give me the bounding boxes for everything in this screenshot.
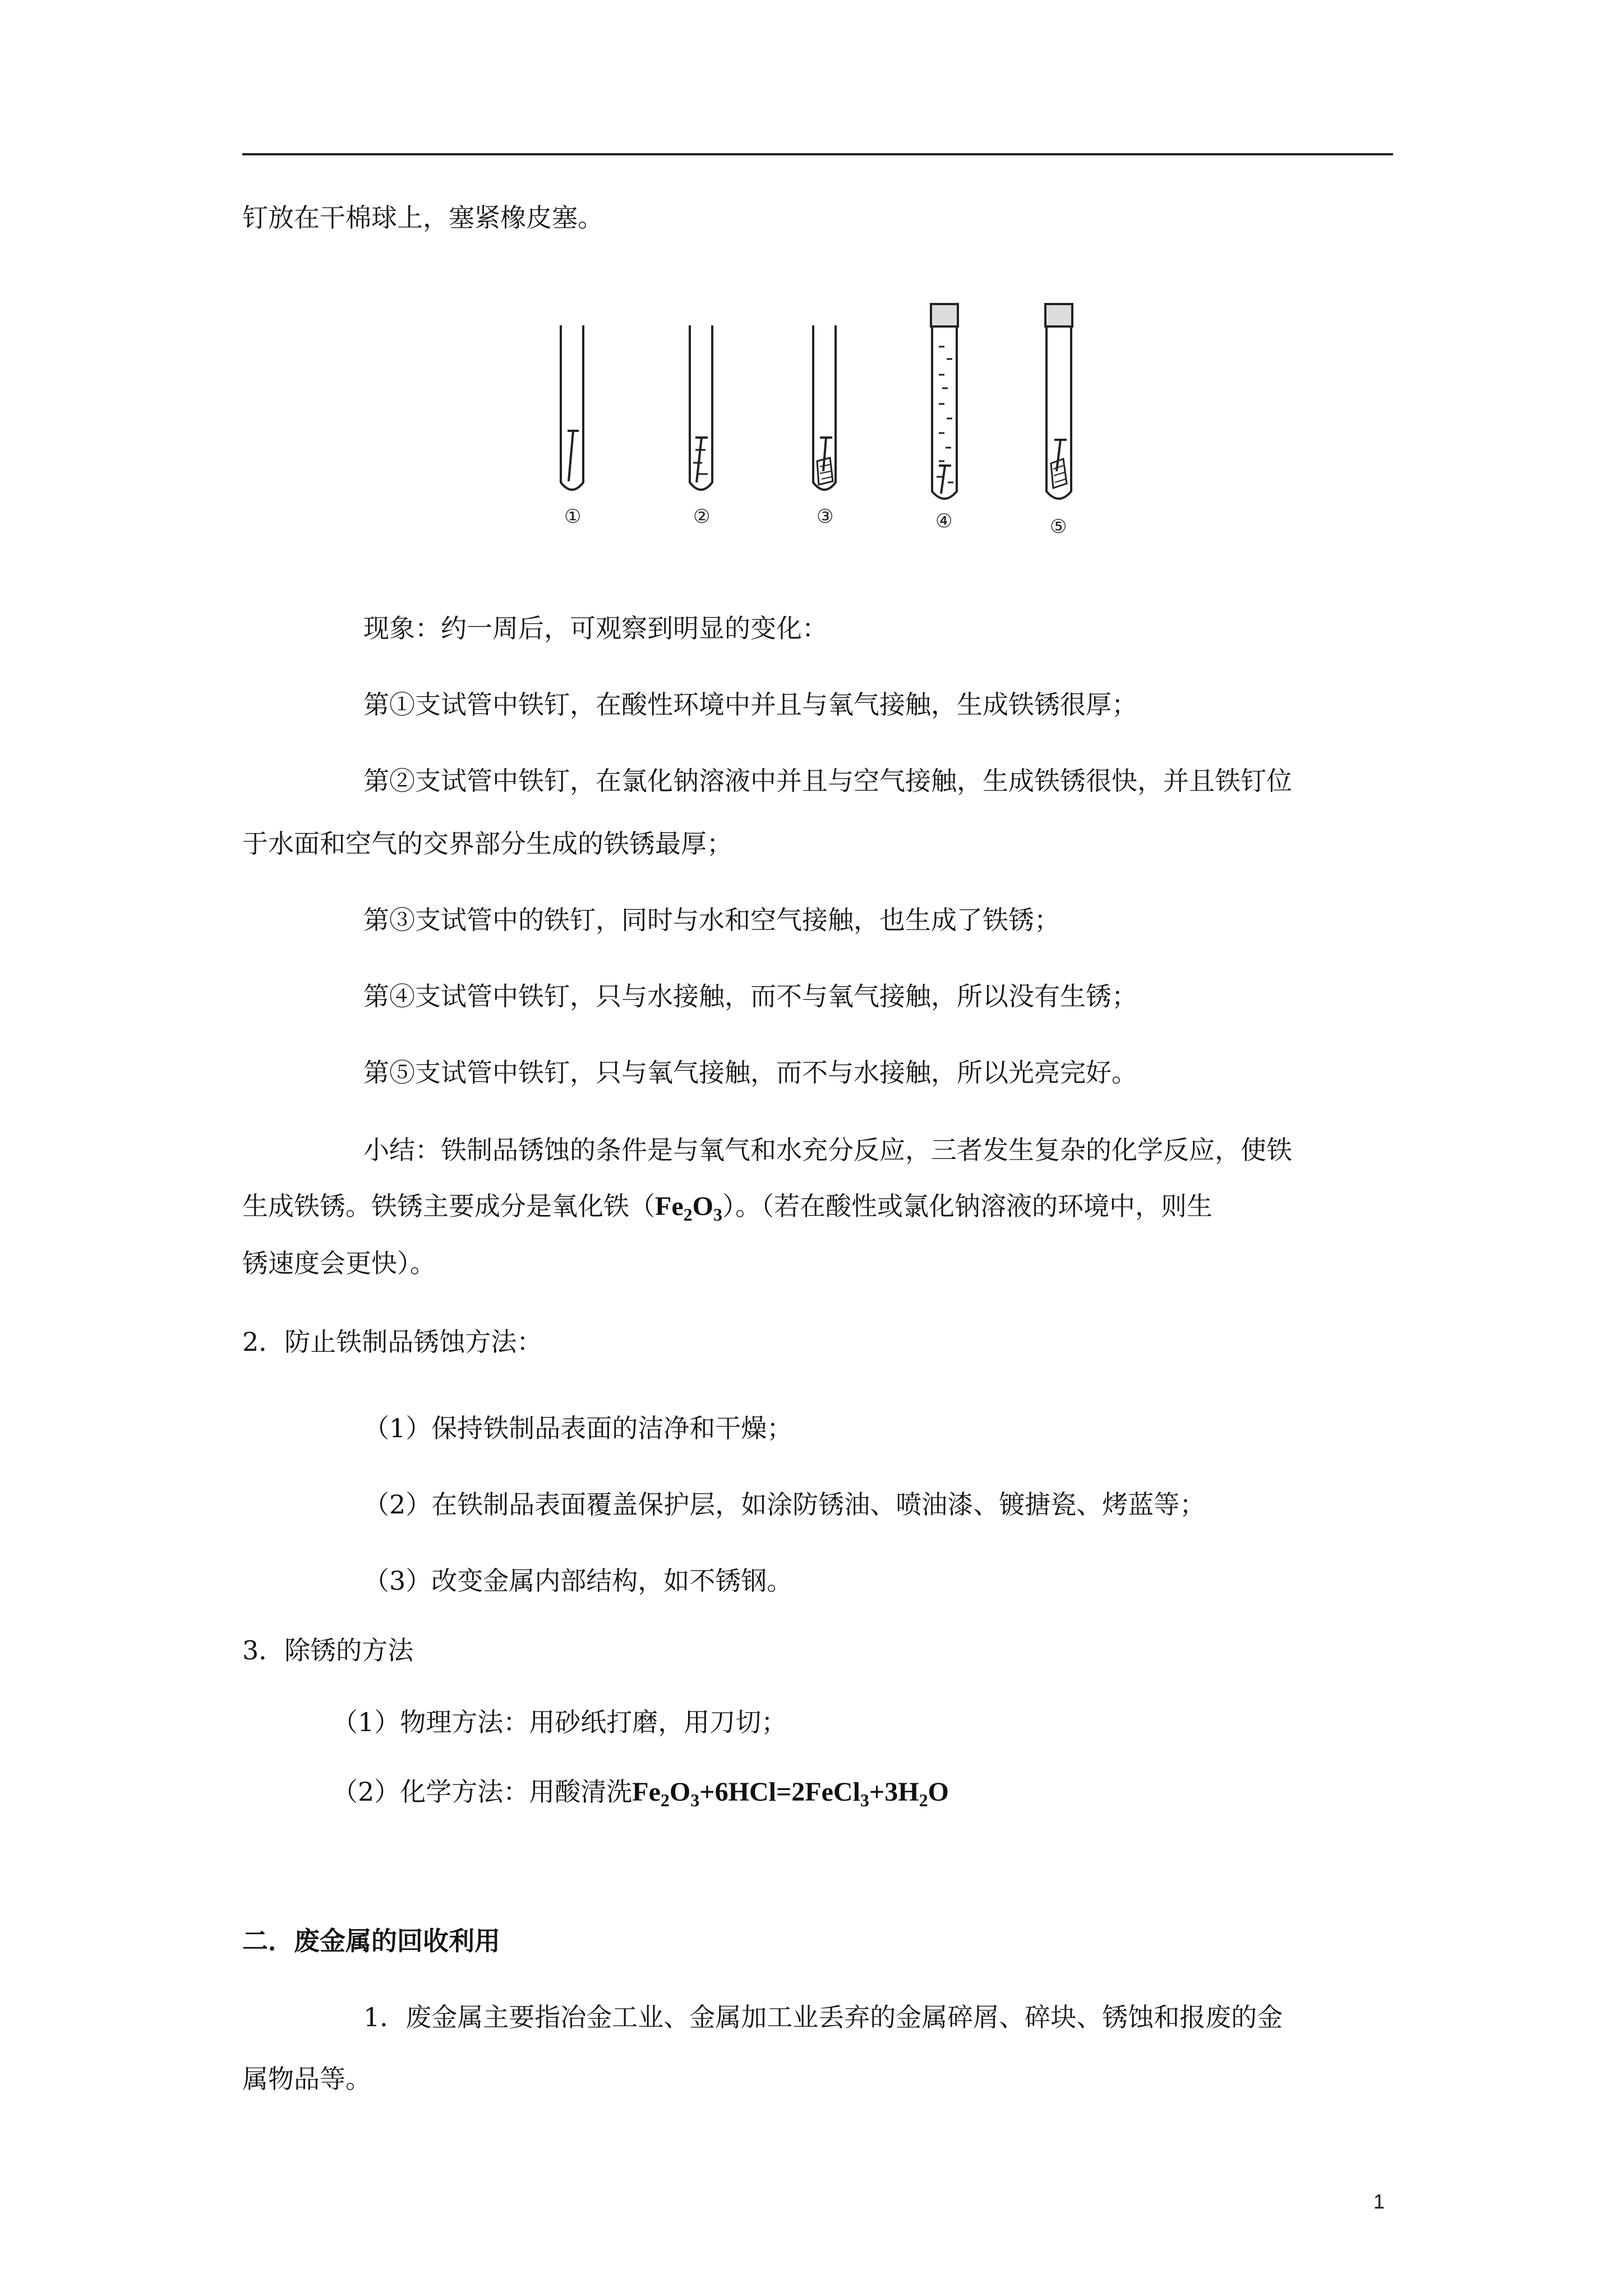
prevent-item-3: （3）改变金属内部结构，如不锈钢。 [363,1566,793,1596]
summary-line-3: 锈速度会更快）。 [242,1248,436,1278]
tube-label-5: ⑤ [1050,516,1067,538]
phenomenon-item-4: 第④支试管中铁钉，只与水接触，而不与氧气接触，所以没有生锈； [363,981,1137,1011]
tube-label-1: ① [564,505,582,528]
prevent-item-1: （1）保持铁制品表面的洁净和干燥； [363,1413,793,1443]
rubber-stopper-icon [1045,304,1072,326]
phenomenon-item-2: 第②支试管中铁钉，在氯化钠溶液中并且与空气接触，生成铁锈很快，并且铁钉位 [363,766,1292,796]
phenomenon-item-1: 第①支试管中铁钉，在酸性环境中并且与氧气接触，生成铁锈很厚； [363,689,1137,720]
rubber-stopper-icon [931,304,958,326]
tube-label-2: ② [693,505,711,528]
test-tube-2 [690,325,712,490]
rust-removal-chemical: （2）化学方法：用酸清洗$Fe_2O_3+6HCl=2FeCl_3+3H_2O$ [332,1777,949,1810]
phenomenon-intro: 现象：约一周后，可观察到明显的变化： [363,613,828,643]
nail-icon [695,438,708,482]
nail-icon [568,431,579,481]
tube-label-3: ③ [817,505,834,528]
prevent-item-2: （2）在铁制品表面覆盖保护层，如涂防锈油、喷油漆、镀搪瓷、烤蓝等； [363,1489,1206,1520]
section-2-item-1: 1．废金属主要指冶金工业、金属加工业丢弃的金属碎屑、碎块、锈蚀和报废的金 [363,2002,1283,2032]
intro-line: 钉放在干棉球上，塞紧橡皮塞。 [242,203,603,233]
test-tube-4 [931,304,958,499]
section-2-heading: 二．废金属的回收利用 [242,1926,500,1956]
test-tube-5 [1045,304,1072,499]
rust-removal-physical: （1）物理方法：用砂纸打磨，用刀切； [332,1707,787,1737]
fe2o3-formula: $Fe_2O_3$ [655,1191,722,1225]
cotton-ball-icon [1051,459,1067,488]
summary-line-1: 小结：铁制品锈蚀的条件是与氧气和水充分反应，三者发生复杂的化学反应，使铁 [363,1135,1292,1165]
phenomenon-item-2-cont: 于水面和空气的交界部分生成的铁锈最厚； [242,829,732,859]
rust-removal-equation: $Fe_2O_3+6HCl=2FeCl_3+3H_2O$ [632,1777,949,1810]
test-tube-1 [561,325,583,490]
rust-removal-heading: 3．除锈的方法 [242,1635,414,1665]
test-tube-3 [813,325,836,490]
test-tubes-figure [527,303,1110,550]
section-2-item-1-cont: 属物品等。 [242,2064,371,2094]
phenomenon-item-5: 第⑤支试管中铁钉，只与氧气接触，而不与水接触，所以光亮完好。 [363,1057,1137,1088]
nail-icon [939,466,951,494]
header-rule [242,153,1393,155]
tube-label-4: ④ [935,510,953,532]
phenomenon-item-3: 第③支试管中的铁钉，同时与水和空气接触，也生成了铁锈； [363,905,1060,935]
page-number: 1 [1373,2190,1385,2213]
summary-line-2: 生成铁锈。铁锈主要成分是氧化铁$(Fe_2O_3)$。（若在酸性或氯化钠溶液的环境中，则生 [242,1191,1212,1225]
prevent-heading: 2．防止铁制品锈蚀方法： [242,1327,543,1357]
